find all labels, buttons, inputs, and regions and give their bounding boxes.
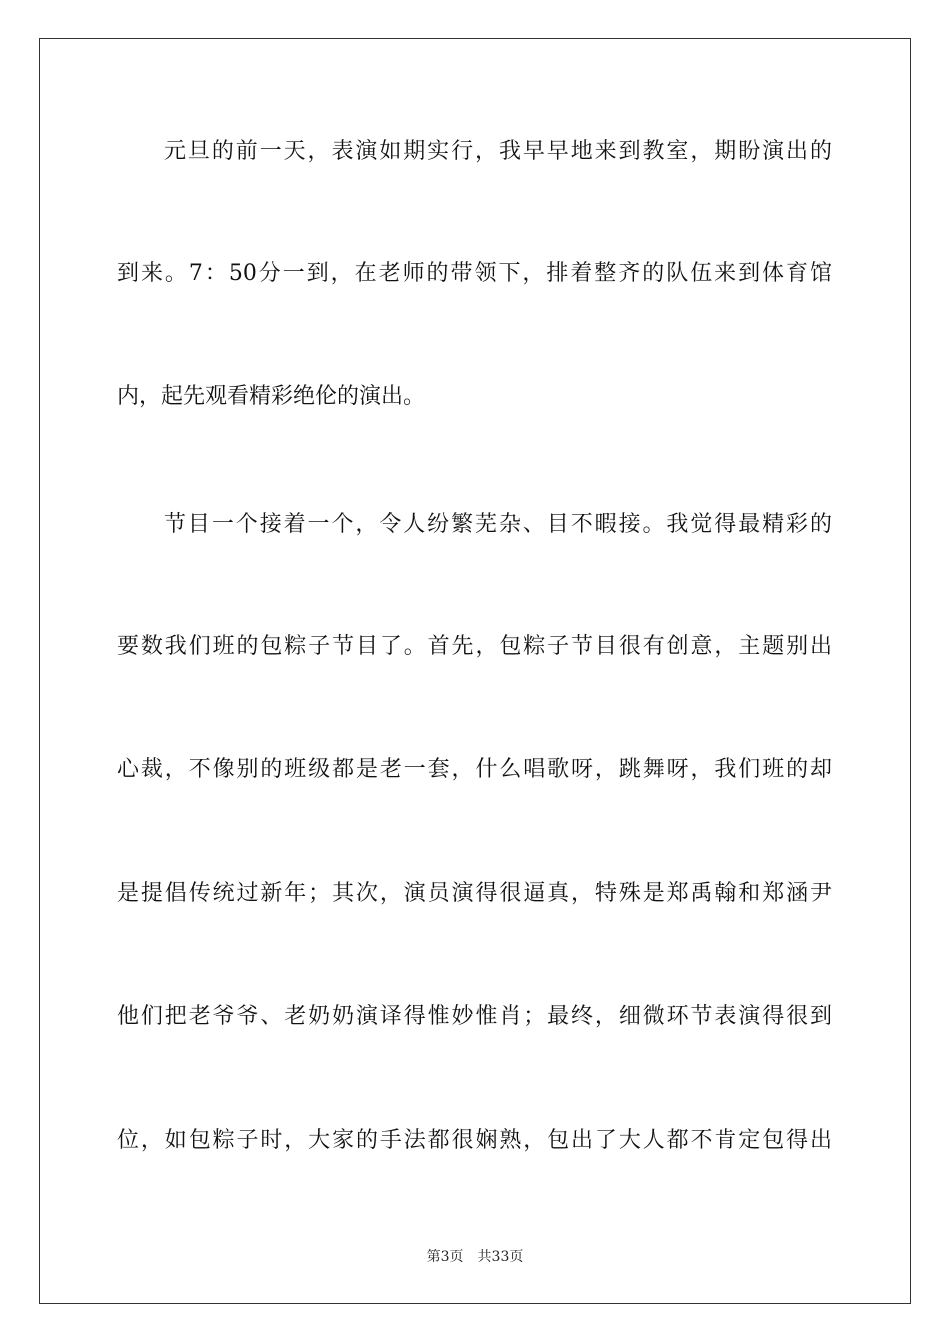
page-border (39, 38, 911, 1304)
page-number: 第3页 (426, 1249, 464, 1265)
paragraph-1-line-1: 元旦的前一天，表演如期实行，我早早地来到教室，期盼演出的 (164, 139, 832, 164)
paragraph-2-line-3: 心裁，不像别的班级都是老一套，什么唱歌呀，跳舞呀，我们班的却 (117, 757, 832, 782)
paragraph-1-line-3: 内，起先观看精彩绝伦的演出。 (117, 384, 426, 409)
paragraph-2-line-4: 是提倡传统过新年；其次，演员演得很逼真，特殊是郑禹翰和郑涵尹 (117, 881, 832, 906)
paragraph-2-line-5: 他们把老爷爷、老奶奶演译得惟妙惟肖；最终，细微环节表演得很到 (117, 1004, 832, 1029)
page-total: 共33页 (477, 1249, 524, 1265)
paragraph-2-line-1: 节目一个接着一个，令人纷繁芜杂、目不暇接。我觉得最精彩的 (164, 512, 832, 537)
paragraph-2-line-6: 位，如包粽子时，大家的手法都很娴熟，包出了大人都不肯定包得出 (117, 1128, 832, 1153)
paragraph-2-line-2: 要数我们班的包粽子节目了。首先，包粽子节目很有创意，主题别出 (117, 634, 832, 659)
page-footer (0, 1248, 950, 1266)
paragraph-1-line-2: 到来。7：50分一到，在老师的带领下，排着整齐的队伍来到体育馆 (117, 261, 832, 286)
